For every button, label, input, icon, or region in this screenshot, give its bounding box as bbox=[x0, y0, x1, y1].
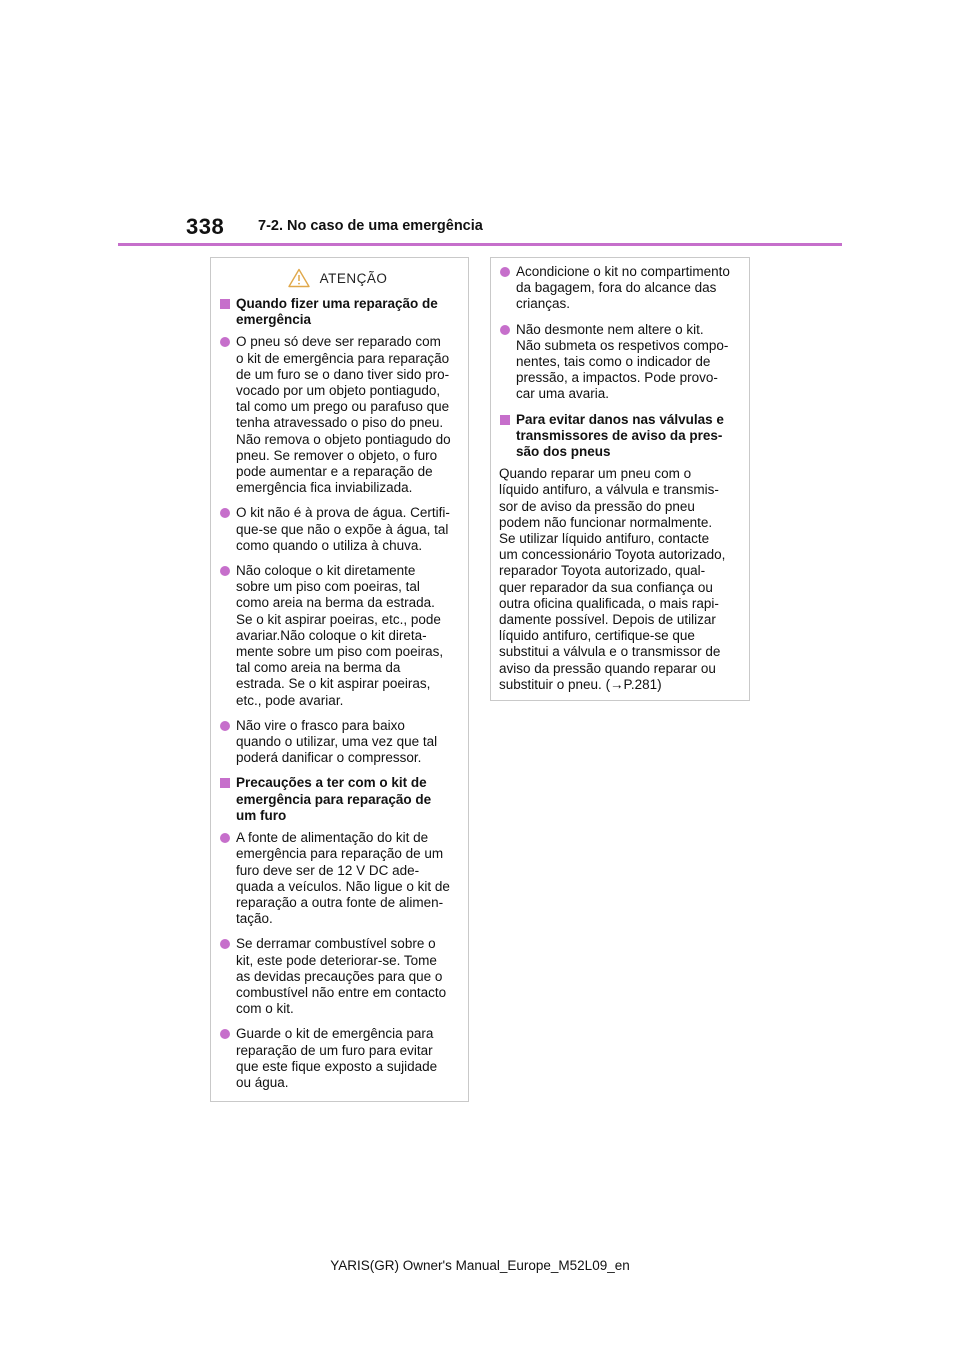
page-number: 338 bbox=[186, 214, 225, 239]
square-bullet-icon bbox=[500, 415, 510, 425]
list-item: O kit não é à prova de água. Certifi- que-se que não o expõe à água, tal como quando o utiliza à chuva. bbox=[219, 505, 456, 554]
circle-bullet-icon bbox=[220, 337, 230, 347]
circle-bullet-icon bbox=[220, 833, 230, 843]
list-item: Acondicione o kit no compartimento da bagagem, fora do alcance das crianças. bbox=[499, 264, 737, 313]
circle-bullet-icon bbox=[220, 721, 230, 731]
section-heading: Para evitar danos nas válvulas e transmissores de aviso da pres- são dos pneus bbox=[499, 412, 737, 461]
body-paragraph: Quando reparar um pneu com o líquido antifuro, a válvula e transmis- sor de aviso da pressão do pneu podem não funcionar normalmente. Se utilizar líquido antifuro, contacte um concessionário Toyota autorizado, reparador Toyota autorizado, qual- quer reparador da sua confiança ou outra oficina qualificada, o mais rapi- damente possível. Depois de utilizar líquido antifuro, certifique-se que substitui a válvula e o transmissor de aviso da pressão quando reparar ou substituir o pneu. (→P.281) bbox=[499, 466, 726, 692]
warning-box-left bbox=[210, 257, 469, 1102]
circle-bullet-icon bbox=[500, 267, 510, 277]
square-bullet-icon bbox=[220, 778, 230, 788]
footer-text: YARIS(GR) Owner's Manual_Europe_M52L09_en bbox=[330, 1258, 630, 1273]
list-item: Não vire o frasco para baixo quando o utilizar, uma vez que tal poderá danificar o compressor. bbox=[219, 718, 456, 767]
circle-bullet-icon bbox=[220, 1029, 230, 1039]
circle-bullet-icon bbox=[220, 508, 230, 518]
list-item: Se derramar combustível sobre o kit, este pode deteriorar-se. Tome as devidas precauções para que o combustível não entre em contacto com o kit. bbox=[219, 936, 456, 1017]
warning-title: ATENÇÃO bbox=[319, 270, 388, 286]
circle-bullet-icon bbox=[220, 939, 230, 949]
circle-bullet-icon bbox=[220, 566, 230, 576]
warning-triangle-icon bbox=[288, 268, 310, 288]
square-bullet-icon bbox=[220, 299, 230, 309]
section-title: 7-2. No caso de uma emergência bbox=[258, 218, 483, 234]
list-item: Não desmonte nem altere o kit. Não submeta os respetivos compo- nentes, tais como o indicador de pressão, a impactos. Pode provo- car uma avaria. bbox=[499, 322, 737, 403]
list-item: A fonte de alimentação do kit de emergência para reparação de um furo deve ser de 12 V DC ade- quada a veículos. Não ligue o kit de reparação a outra fonte de alimen- tação. bbox=[219, 830, 456, 927]
section-heading: Precauções a ter com o kit de emergência para reparação de um furo bbox=[219, 775, 456, 824]
list-item: O pneu só deve ser reparado com o kit de emergência para reparação de um furo se o dano tiver sido pro- vocado por um objeto pontiagudo, tal como um prego ou parafuso que tenha atravessado o piso do pneu. Não remova o objeto pontiagudo do pneu. Se remover o objeto, o furo pode aumentar e a reparação de emergência fica inviabilizada. bbox=[219, 334, 456, 496]
header-divider bbox=[118, 243, 842, 246]
warning-box-right bbox=[490, 257, 750, 701]
section-heading: Quando fizer uma reparação de emergência bbox=[219, 296, 456, 328]
list-item: Guarde o kit de emergência para reparação de um furo para evitar que este fique exposto a sujidade ou água. bbox=[219, 1026, 456, 1091]
warning-header bbox=[219, 264, 456, 292]
circle-bullet-icon bbox=[500, 325, 510, 335]
list-item: Não coloque o kit diretamente sobre um piso com poeiras, tal como areia na berma da estrada. Se o kit aspirar poeiras, etc., pode avariar.Não coloque o kit direta- mente sobre um piso com poeiras, tal como areia na berma da estrada. Se o kit aspirar poeiras, etc., pode avariar. bbox=[219, 563, 456, 709]
